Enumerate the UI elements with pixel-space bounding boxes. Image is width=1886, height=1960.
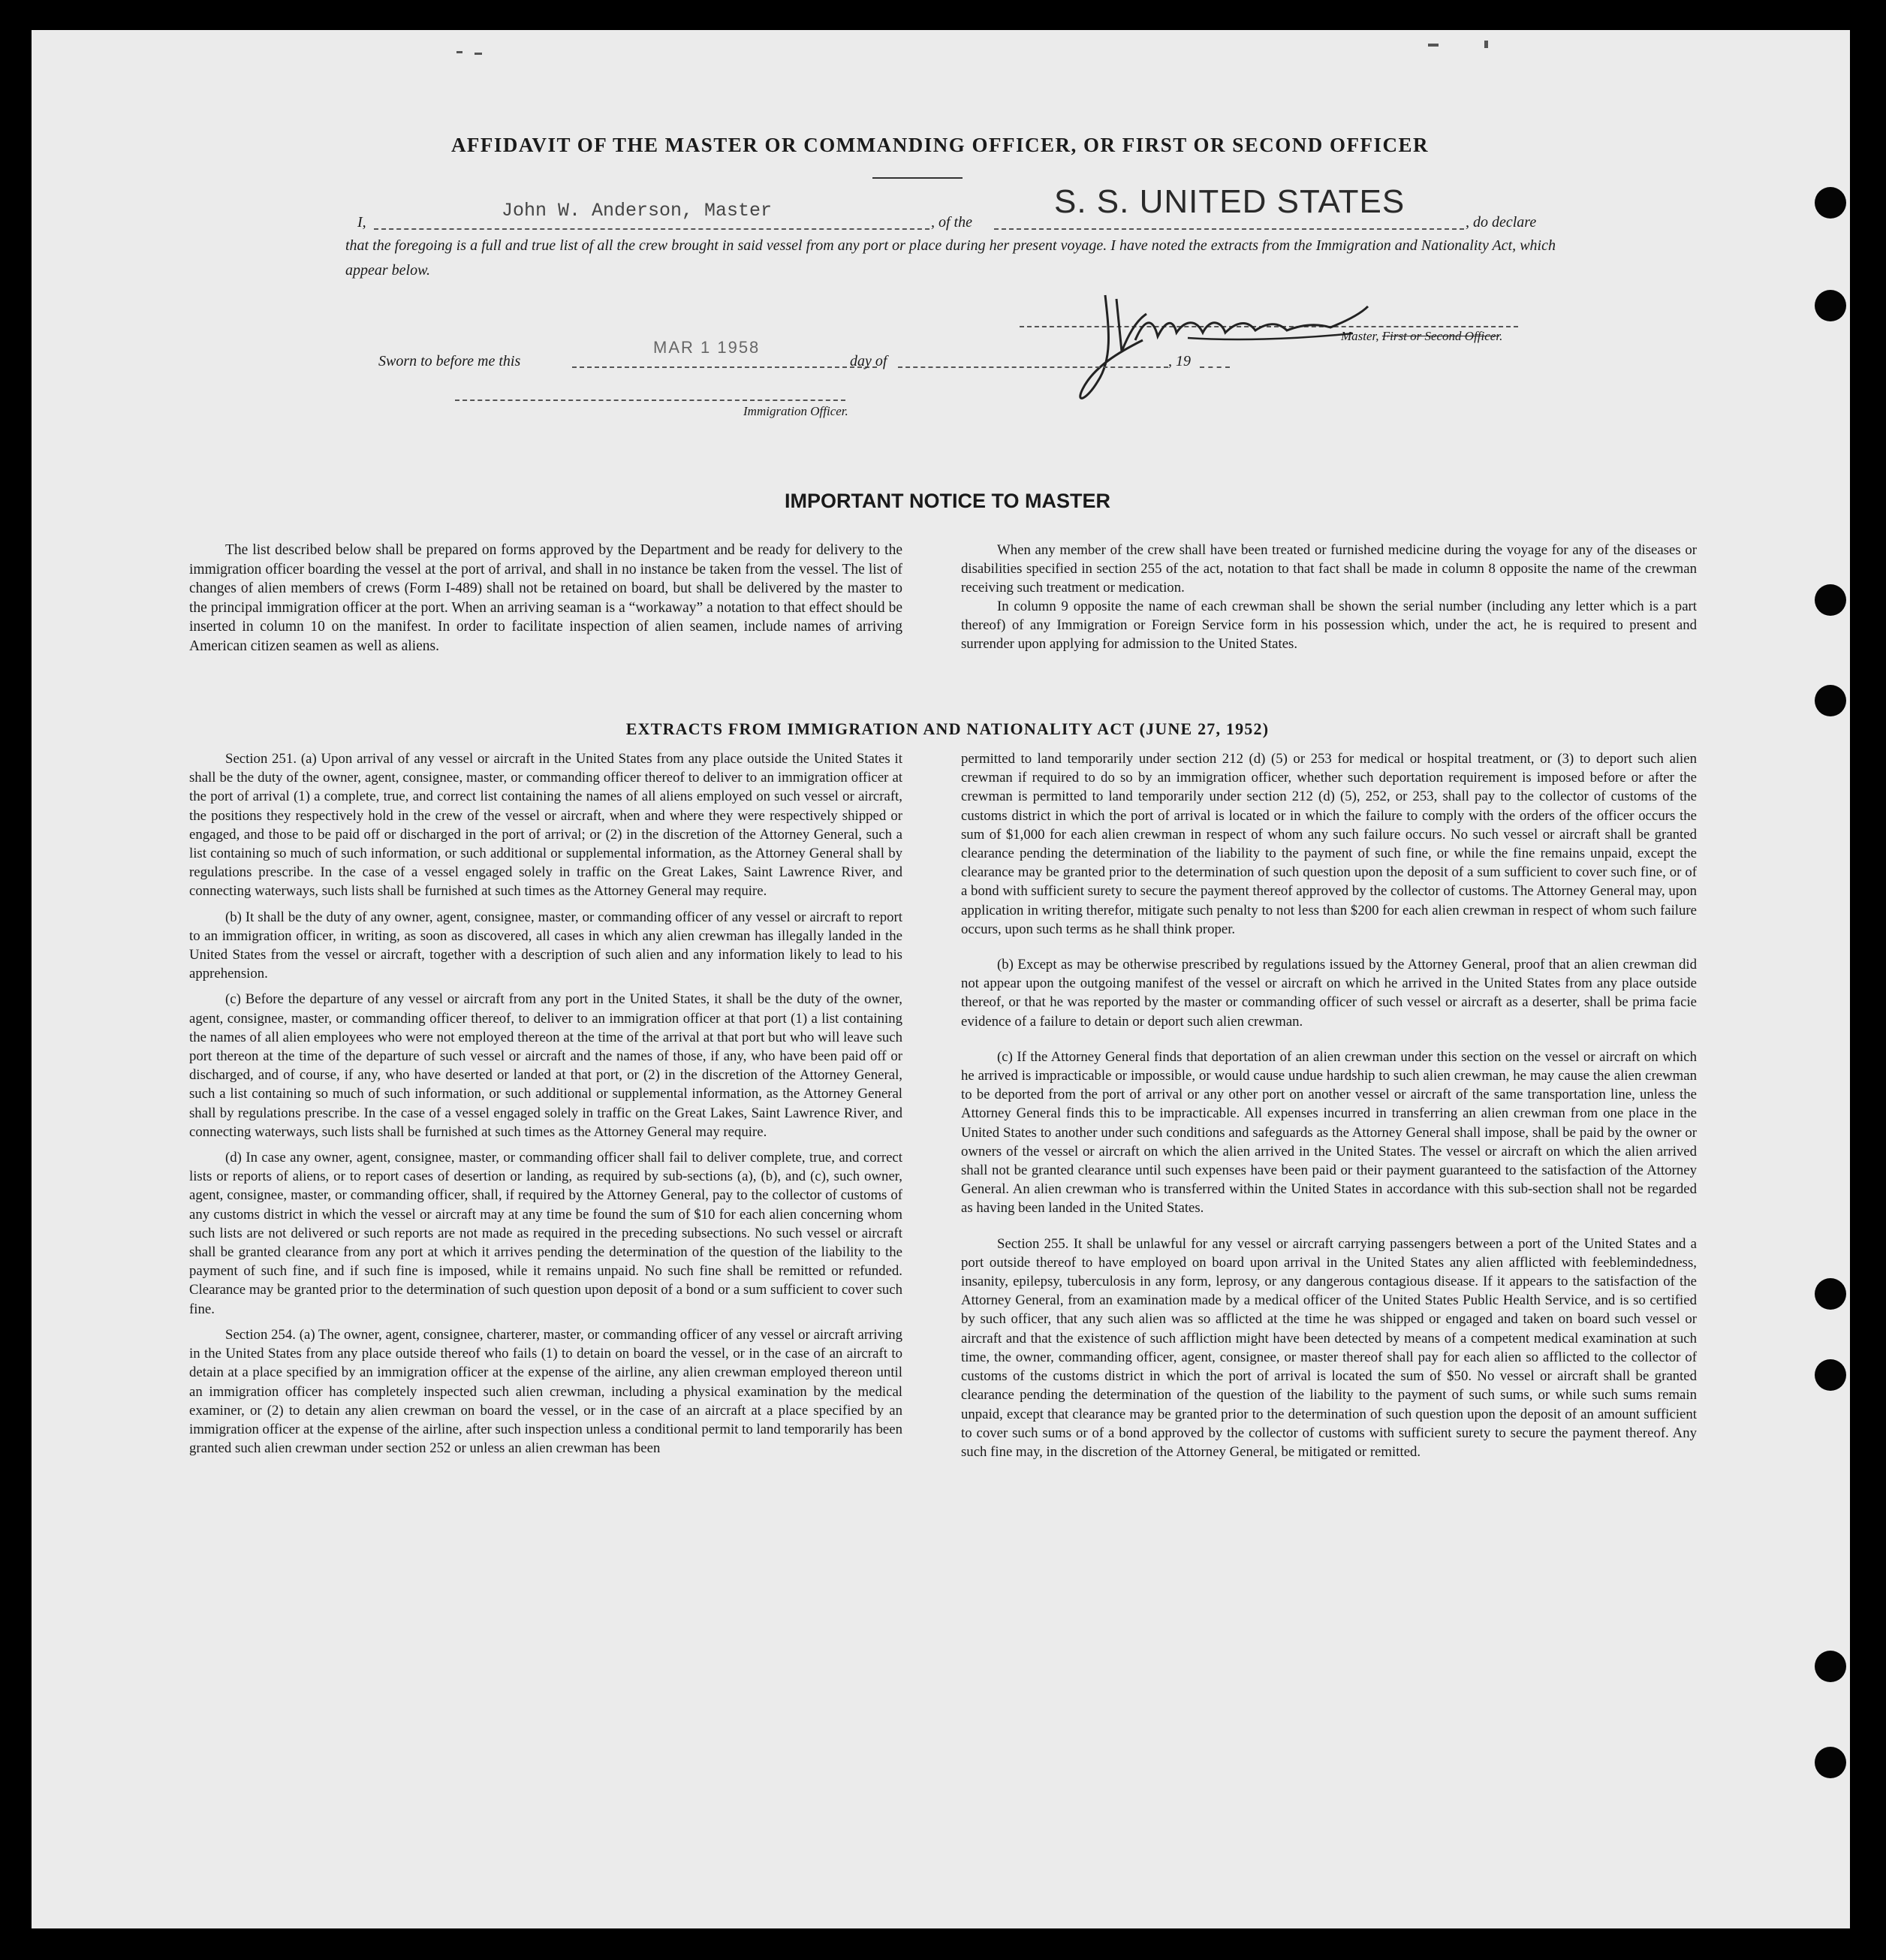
day-of-label: day of [850, 353, 887, 369]
binder-hole [1815, 1359, 1846, 1391]
binder-hole [1815, 1747, 1846, 1778]
date-stamp: MAR 1 1958 [653, 338, 761, 357]
notice-left-paragraph: The list described below shall be prepared on forms approved by the Department and be ready for delivery to the immigration officer boarding the vessel at the port of arrival, and shall in no instance be taken from the vessel. The list of changes of alien members of crews (Form I-489) shall not be retained on board, but shall be delivered by the master to the principal immigration officer at the port. When an arriving seaman is a “workaway” a notation to that effect should be inserted in column 10 on the manifest. In order to facilitate inspection of alien seamen, include names of arriving American citizen seamen as well as aliens. [189, 542, 902, 654]
section-251-c: (c) Before the departure of any vessel or aircraft from any port in the United States, it shall be the duty of the owner, agent, consignee, master, or commanding officer thereof, to deliver to an immigration officer at that port (1) a list containing the names of all alien employees who were not employed thereon at the time of the arrival at that port but who will leave such port thereon at the time of the departure of such vessel or aircraft and the names of those, if any, who have been paid off or discharged, and of course, if any, who have deserted or landed at that port, or (2) in the discretion of the Attorney General, such a list containing so much of such information, or such additional or supplemental information, as the Attorney General shall by regulations prescribe. In the case of a vessel engaged solely in traffic on the Great Lakes, Saint Lawrence River, and connecting waterways, such lists shall be furnished at such times as the Attorney General may require. [189, 991, 902, 1140]
vessel-name-stamp: S. S. UNITED STATES [1054, 183, 1405, 220]
section-254-b: (b) Except as may be otherwise prescribed by regulations issued by the Attorney General, proof that an alien crewman did not appear upon the outgoing manifest of the vessel or aircraft on which he arrived in the United States from any place outside thereof, or that he was reported by the master or commanding officer of such vessel or aircraft as a deserter, shall be prima facie evidence of a failure to detain or deport such alien crewman. [961, 957, 1697, 1030]
section-251-d: (d) In case any owner, agent, consignee, master, or commanding officer shall fail to deliver complete, true, and correct lists or reports of aliens, or to report cases of desertion or landing, as required by sub-sections (a), (b), and (c), such owner, agent, consignee, master, or commanding officer, shall, if required by the Attorney General, pay to the collector of customs of any customs district in which the vessel or aircraft may at any time be found the sum of $10 for each alien concerning whom such lists are not delivered or such reports are not made as required in the preceding subsections. No such vessel or aircraft shall be granted clearance from any port at which it arrives pending the determination of the question of the liability to the payment of such fine, and if such fine is imposed, while it remains unpaid. No such fine shall be remitted or refunded. Clearance may be granted prior to the determination of such question upon deposit of a bond or a sum sufficient to cover such fine. [189, 1150, 902, 1317]
declarant-name-field: John W. Anderson, Master [502, 200, 773, 222]
binder-hole [1815, 584, 1846, 616]
notice-title: IMPORTANT NOTICE TO MASTER [785, 490, 1110, 512]
master-signature [1053, 269, 1398, 419]
year-line [1200, 366, 1230, 368]
notice-left-column [189, 541, 902, 662]
sworn-label: Sworn to before me this [378, 353, 521, 369]
paper-speck [475, 53, 482, 55]
binder-hole [1815, 685, 1846, 716]
binder-hole [1815, 1278, 1846, 1310]
declaration-statement: that the foregoing is a full and true list of all the crew brought in said vessel from any port or place during her present voyage. I have noted the extracts from the Immigration and Nationality Act, which appear below. [345, 237, 1556, 279]
binder-hole [1815, 290, 1846, 321]
notice-right-paragraph-1: When any member of the crew shall have been treated or furnished medicine during the voyage for any of the diseases or disabilities specified in section 255 of the act, notation to that fact shall be made in column 8 opposite the name of the crewman receiving such treatment or medication. [961, 542, 1697, 596]
binder-hole [1815, 1651, 1846, 1682]
master-caption-text: Master, [1341, 329, 1379, 343]
binder-hole [1815, 187, 1846, 219]
master-caption [1341, 329, 1502, 344]
paper-speck [456, 51, 462, 53]
affidavit-title: AFFIDAVIT OF THE MASTER OR COMMANDING OFFICER, OR FIRST OR SECOND OFFICER [450, 134, 1430, 156]
immigration-officer-line [455, 400, 845, 401]
do-declare-label: , do declare [1466, 214, 1537, 231]
title-underline [872, 177, 963, 179]
section-251-a: Section 251. (a) Upon arrival of any vessel or aircraft in the United States from any place outside the United States it shall be the duty of the owner, agent, consignee, master, or commanding officer thereof to deliver to an immigration officer at the port of arrival (1) a complete, true, and correct list containing the names of all aliens employed on such vessel or aircraft, the positions they respectively hold in the crew of the vessel or aircraft, when and where they were respectively shipped or engaged, and those to be paid off or discharged in the port of arrival; or (2) in the discretion of the Attorney General, such a list containing so much of such information, or such additional or supplemental information, as the Attorney General shall by regulations prescribe. In the case of a vessel engaged solely in traffic on the Great Lakes, Saint Lawrence River, and connecting waterways, such lists shall be furnished at such times as the Attorney General may require. [189, 751, 902, 900]
section-254-c: (c) If the Attorney General finds that deportation of an alien crewman under this section on the vessel or aircraft on which he arrived is impracticable or impossible, or would cause undue hardship to such alien crewman, he may cause the alien crewman to be deported from the port of arrival or any other port on another vessel or aircraft of the same transportation line, unless the Attorney General finds this to be impracticable. All expenses incurred in transferring an alien crewman from one place in the United States to another under such conditions and safeguards as the Attorney General shall impose, shall be paid by the owner or owners of the vessel or aircraft on which the alien arrived in the United States. The vessel or aircraft on which the alien arrived shall not be granted clearance until such expenses have been paid or their payment guaranteed to the satisfaction of the Attorney General. An alien crewman who is transferred within the United States in accordance with this sub-section shall not be regarded as having been landed in the United States. [961, 1048, 1697, 1217]
year-label: , 19 [1168, 353, 1191, 369]
extracts-right-column [961, 749, 1697, 1468]
section-254-a: Section 254. (a) The owner, agent, consignee, charterer, master, or commanding officer of any vessel or aircraft arriving in the United States from any place outside thereof who fails (1) to detain on board the vessel, or in the case of an aircraft to detain at a place specified by an immigration officer at the expense of the airline, any alien crewman employed thereon until an immigration officer has completely inspected such alien crewman, including a physical examination by the medical examiner, or (2) to detain any alien crewman on board the vessel, or in the case of an aircraft at a place specified by an immigration officer at the expense of the airline, after such inspection unless a conditional permit to land temporarily has been granted such alien crewman under section 252 or unless an alien crewman has been [189, 1326, 902, 1457]
section-251-b: (b) It shall be the duty of any owner, agent, consignee, master, or commanding officer of any vessel or aircraft to report to an immigration officer, in writing, as soon as discovered, all cases in which any alien crewman has illegally landed in the United States from the vessel or aircraft, together with a description of such alien and any information likely to lead to his apprehension. [189, 909, 902, 982]
extracts-left-column [189, 749, 902, 1464]
sworn-day-line [572, 366, 877, 368]
immigration-officer-caption: Immigration Officer. [743, 404, 848, 418]
i-label: I, [357, 214, 366, 231]
notice-right-paragraph-2: In column 9 opposite the name of each crewman shall be shown the serial number (including any letter which is a part thereof) of any Immigration or Foreign Service form in his possession which, under the act, he is required to present and surrender upon applying for admission to the United States. [961, 599, 1697, 652]
of-the-label: , of the [931, 214, 972, 231]
vessel-name-line [994, 228, 1464, 230]
document-page [32, 30, 1850, 1928]
month-line [898, 366, 1168, 368]
master-caption-end: . [1499, 329, 1503, 343]
paper-speck [1428, 44, 1439, 47]
notice-right-column [961, 541, 1697, 660]
declarant-name-line [374, 228, 929, 230]
paper-speck [1484, 41, 1488, 48]
section-255: Section 255. It shall be unlawful for any vessel or aircraft carrying passengers between a port of the United States and a port outside thereof to have employed on board upon arrival in the United States any alien afflicted with feeblemindedness, insanity, epilepsy, tuberculosis in any form, leprosy, or any dangerous contagious disease. If it appears to the satisfaction of the Attorney General, from an examination made by a medical officer of the United States Public Health Service, and is so certified by such officer, that any such alien was so afflicted at the time he was shipped or engaged and taken on board such vessel or aircraft and that the existence of such affliction might have been detected by means of a competent medical examination at such time, the owner, commanding officer, agent, consignee, or master thereof shall pay for each alien so afflicted to the collector of customs of the customs district in which the port of arrival is located the sum of $50. No vessel or aircraft shall be granted clearance pending the determination of the question of the liability to the payment of such sums, or while such sums remain unpaid, except that clearance may be granted prior to the determination of such question upon the deposit of an amount sufficient to cover such sums or of a bond approved by the collector of customs with sufficient surety to secure the payment thereof. Any such fine may, in the discretion of the Attorney General, be mitigated or remitted. [961, 1235, 1697, 1460]
extracts-title: EXTRACTS FROM IMMIGRATION AND NATIONALITY ACT (JUNE 27, 1952) [625, 719, 1270, 738]
section-254-a-continued: permitted to land temporarily under section 212 (d) (5) or 253 for medical or hospital treatment, or (3) to deport such alien crewman if required to do so by an immigration officer, whether such deportation requirement is imposed before or after the crewman is permitted to land temporarily under section 212 (d) (5), 252, or 253, shall pay to the collector of customs of the customs district in which the port of arrival is located or in which the failure to comply with the orders of the officer occurs the sum of $1,000 for each alien crewman in respect of whom any such failure occurs. No such vessel or aircraft shall be granted clearance pending the determination of the liability to the payment of such fine, or while the fine remains unpaid, except the clearance may be granted prior to the determination of such question upon the deposit of a sum sufficient to cover such fine, or of a bond with sufficient surety to secure the payment thereof approved by the collector of customs. The Attorney General may, upon application in writing therefor, mitigate such penalty to not less than $200 for each alien crewman in respect of whom such failure occurs, upon such terms as he shall think proper. [961, 751, 1697, 937]
master-caption-struck: First or Second Officer [1381, 329, 1500, 343]
